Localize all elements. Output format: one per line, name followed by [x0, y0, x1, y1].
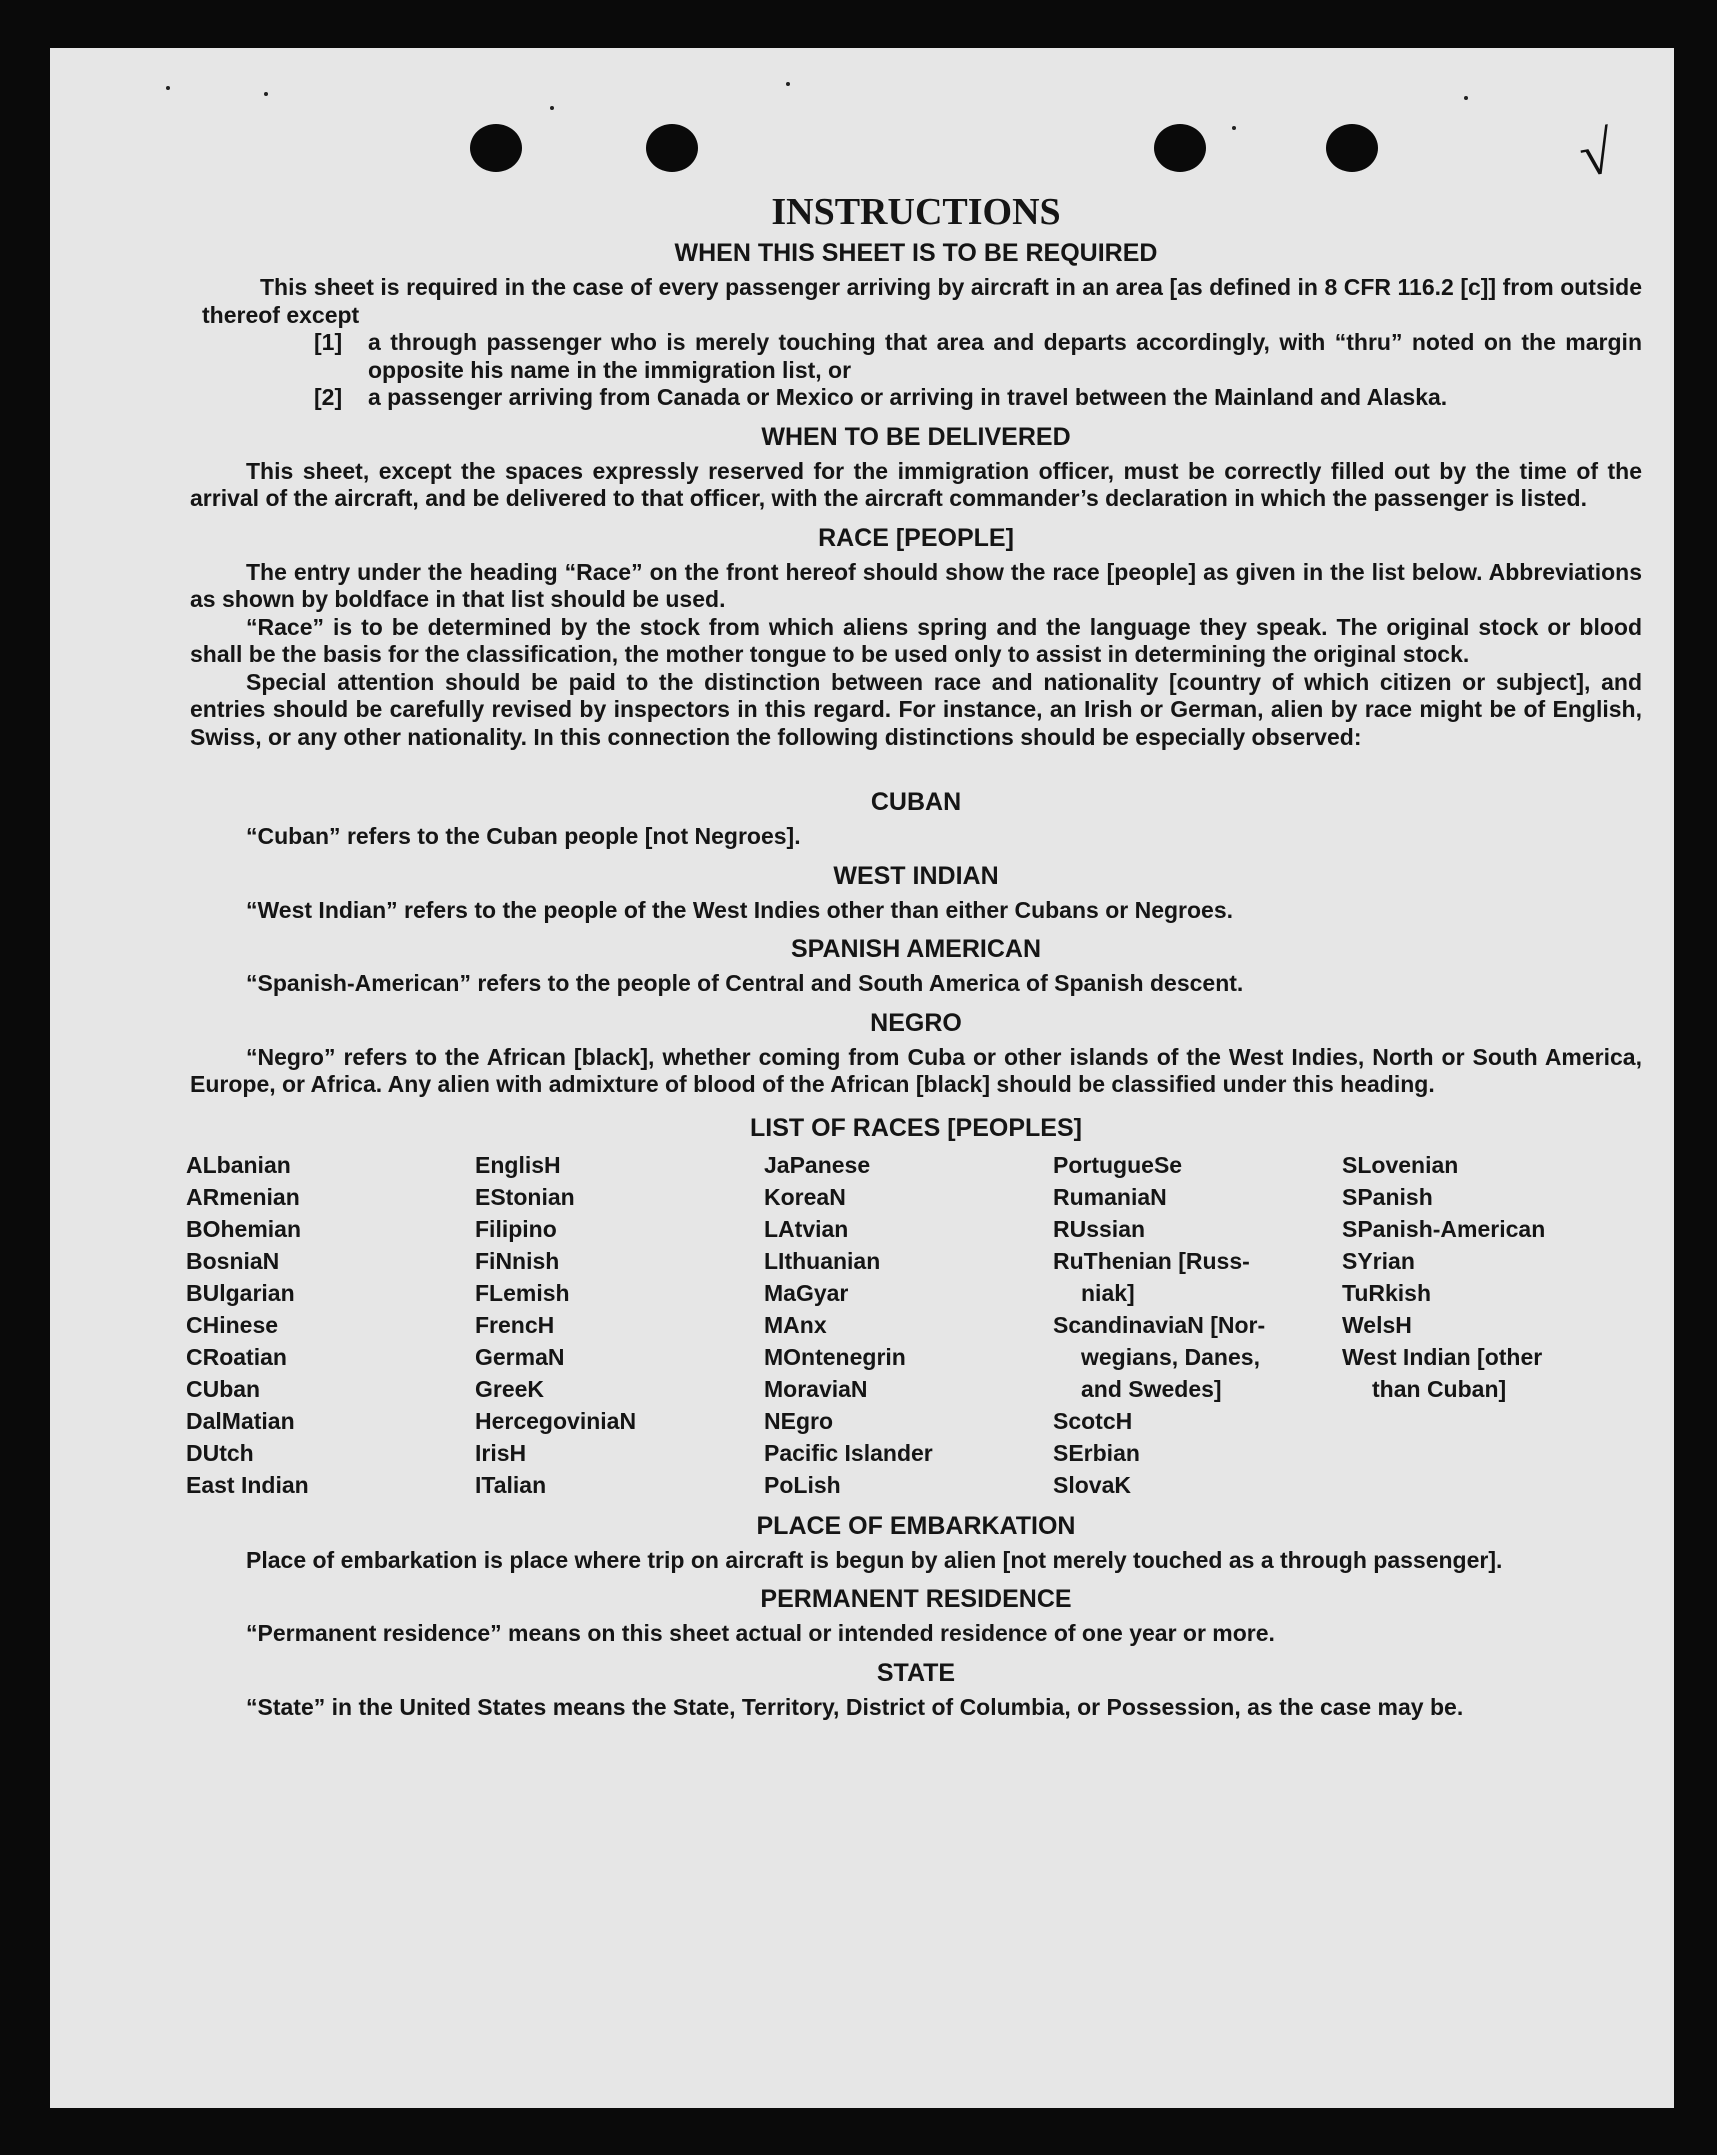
speck — [1464, 96, 1468, 100]
race-entry: EStonian — [475, 1183, 575, 1210]
state-text: “State” in the United States means the State, Territory, District of Columbia, or Possession, as the case may be. — [246, 1693, 1464, 1720]
race-entry: SErbian — [1053, 1439, 1140, 1466]
race-entry-continued: than Cuban] — [1372, 1375, 1507, 1402]
race-entry: KoreaN — [764, 1183, 846, 1210]
race-entry: CRoatian — [186, 1343, 287, 1370]
heading-race: RACE [PEOPLE] — [818, 523, 1014, 552]
negro-text: “Negro” refers to the African [black], whether coming from Cuba or other islands of the West Indies, North or South America, Europe, or Africa. Any alien with admixture of blood of the African [black] should be classified under this heading. — [190, 1043, 1642, 1097]
race-entry: MOntenegrin — [764, 1343, 906, 1370]
race-entry: CHinese — [186, 1311, 279, 1338]
west-indian-text: “West Indian” refers to the people of the West Indies other than either Cubans or Negroes. — [246, 896, 1234, 923]
race-entry: EnglisH — [475, 1151, 561, 1178]
page-title: INSTRUCTIONS — [771, 191, 1061, 233]
residence-text: “Permanent residence” means on this sheet actual or intended residence of one year or more. — [246, 1620, 1275, 1646]
heading-cuban: CUBAN — [870, 788, 962, 816]
race-entry: NEgro — [764, 1407, 833, 1434]
race-entry: BUlgarian — [186, 1279, 295, 1306]
race-entry: ScotcH — [1053, 1407, 1133, 1434]
race-entry: Filipino — [475, 1215, 557, 1242]
punch-hole — [470, 124, 522, 172]
race-entry: MoraviaN — [764, 1375, 868, 1402]
race-entry: RuThenian [Russ- — [1053, 1247, 1250, 1274]
race-entry: ALbanian — [186, 1151, 291, 1178]
race-entry: Pacific Islander — [764, 1439, 933, 1466]
race-entry: TuRkish — [1342, 1279, 1432, 1306]
heading-embarkation: PLACE OF EMBARKATION — [756, 1511, 1076, 1540]
race-entry: FLemish — [475, 1279, 570, 1306]
punch-hole — [1326, 124, 1378, 172]
race-entry: SLovenian — [1342, 1151, 1459, 1178]
race-paragraph: “Race” is to be determined by the stock from which aliens spring and the language they speak. The original stock or blood shall be the basis for the classification, the mother tongue to be used only to assist in determining the original stock. — [190, 613, 1642, 667]
required-intro: This sheet is required in the case of every passenger arriving by aircraft in an area [as defined in 8 CFR 116.2 [c]] from outside thereof except — [202, 274, 1642, 328]
speck — [264, 92, 268, 96]
race-entry: CUban — [186, 1375, 261, 1402]
race-entry: SPanish-American — [1342, 1215, 1546, 1242]
item-text: a passenger arriving from Canada or Mexico or arriving in travel between the Mainland and Alaska. — [368, 384, 1448, 410]
race-entry: RUssian — [1053, 1215, 1146, 1242]
race-entry: BOhemian — [186, 1215, 302, 1242]
race-entry: DUtch — [186, 1439, 254, 1466]
heading-permanent-residence: PERMANENT RESIDENCE — [760, 1585, 1072, 1613]
list-item — [190, 384, 1642, 412]
speck — [1232, 126, 1236, 130]
race-entry: MAnx — [764, 1311, 827, 1338]
races-column — [1053, 1149, 1342, 1501]
race-entry: ITalian — [475, 1471, 547, 1498]
spanish-american-text: “Spanish-American” refers to the people of Central and South America of Spanish descent. — [246, 970, 1244, 996]
handwritten-mark: √ — [1574, 118, 1619, 190]
race-entry: HercegoviniaN — [475, 1407, 637, 1434]
list-item — [190, 329, 1642, 384]
race-entry: MaGyar — [764, 1279, 849, 1306]
item-text: a through passenger who is merely touching that area and departs accordingly, with “thru” noted on the margin opposite his name in the immigration list, or — [368, 329, 1642, 383]
race-entry: JaPanese — [764, 1151, 871, 1178]
race-entry: FrencH — [475, 1311, 555, 1338]
race-paragraph: Special attention should be paid to the distinction between race and nationality [country of which citizen or subject], and entries should be carefully revised by inspectors in this regard. For instance, an Irish or German, alien by race might be of English, Swiss, or any other nationality. In this connection the following distinctions should be especially observed: — [190, 668, 1642, 750]
races-column — [475, 1149, 764, 1501]
race-entry: LIthuanian — [764, 1247, 881, 1274]
race-entry: ScandinaviaN [Nor- — [1053, 1311, 1266, 1338]
race-entry: RumaniaN — [1053, 1183, 1167, 1210]
instructions-body — [186, 190, 1642, 1721]
item-number: [1] — [314, 329, 343, 355]
race-entry-continued: and Swedes] — [1081, 1375, 1222, 1402]
delivered-text: This sheet, except the spaces expressly reserved for the immigration officer, must be correctly filled out by the time of the arrival of the aircraft, and be delivered to that officer, with the aircraft commander’s declaration in which the passenger is listed. — [190, 457, 1642, 511]
item-number: [2] — [314, 384, 343, 410]
race-entry-continued: niak] — [1081, 1279, 1135, 1306]
heading-list-of-races: LIST OF RACES [PEOPLES] — [750, 1113, 1082, 1142]
race-entry: SlovaK — [1053, 1471, 1131, 1498]
speck — [550, 106, 554, 110]
punch-hole — [1154, 124, 1206, 172]
document-sheet — [50, 48, 1674, 2108]
race-entry: PortugueSe — [1053, 1151, 1183, 1178]
race-entry: BosniaN — [186, 1247, 280, 1274]
race-entry-continued: wegians, Danes, — [1081, 1343, 1260, 1370]
race-paragraph: The entry under the heading “Race” on the front hereof should show the race [people] as given in the list below. Abbreviations as shown by boldface in that list should be used. — [190, 558, 1642, 612]
race-entry: SYrian — [1342, 1247, 1415, 1274]
race-entry: IrisH — [475, 1439, 527, 1466]
race-entry: West Indian [other — [1342, 1343, 1543, 1370]
race-entry: PoLish — [764, 1471, 841, 1498]
races-list — [186, 1149, 1642, 1501]
punch-hole — [646, 124, 698, 172]
race-entry: SPanish — [1342, 1183, 1433, 1210]
speck — [166, 86, 170, 90]
heading-state: STATE — [876, 1658, 956, 1687]
heading-spanish-american: SPANISH AMERICAN — [790, 935, 1041, 963]
embarkation-text: Place of embarkation is place where trip on aircraft is begun by alien [not merely touched as a through passenger]. — [246, 1546, 1503, 1573]
race-entry: East Indian — [186, 1471, 309, 1498]
heading-west-indian: WEST INDIAN — [833, 861, 999, 890]
cuban-text: “Cuban” refers to the Cuban people [not Negroes]. — [246, 823, 801, 849]
heading-negro: NEGRO — [870, 1008, 962, 1037]
race-entry: DalMatian — [186, 1407, 295, 1434]
race-entry: LAtvian — [764, 1215, 849, 1242]
heading-required: WHEN THIS SHEET IS TO BE REQUIRED — [674, 239, 1158, 267]
heading-delivered: WHEN TO BE DELIVERED — [761, 422, 1071, 451]
races-column — [1342, 1149, 1631, 1501]
race-entry: FiNnish — [475, 1247, 560, 1274]
race-entry: GermaN — [475, 1343, 565, 1370]
races-column — [764, 1149, 1053, 1501]
speck — [786, 82, 790, 86]
race-entry: WelsH — [1342, 1311, 1412, 1338]
races-column — [186, 1149, 475, 1501]
race-entry: GreeK — [475, 1375, 545, 1402]
race-entry: ARmenian — [186, 1183, 300, 1210]
